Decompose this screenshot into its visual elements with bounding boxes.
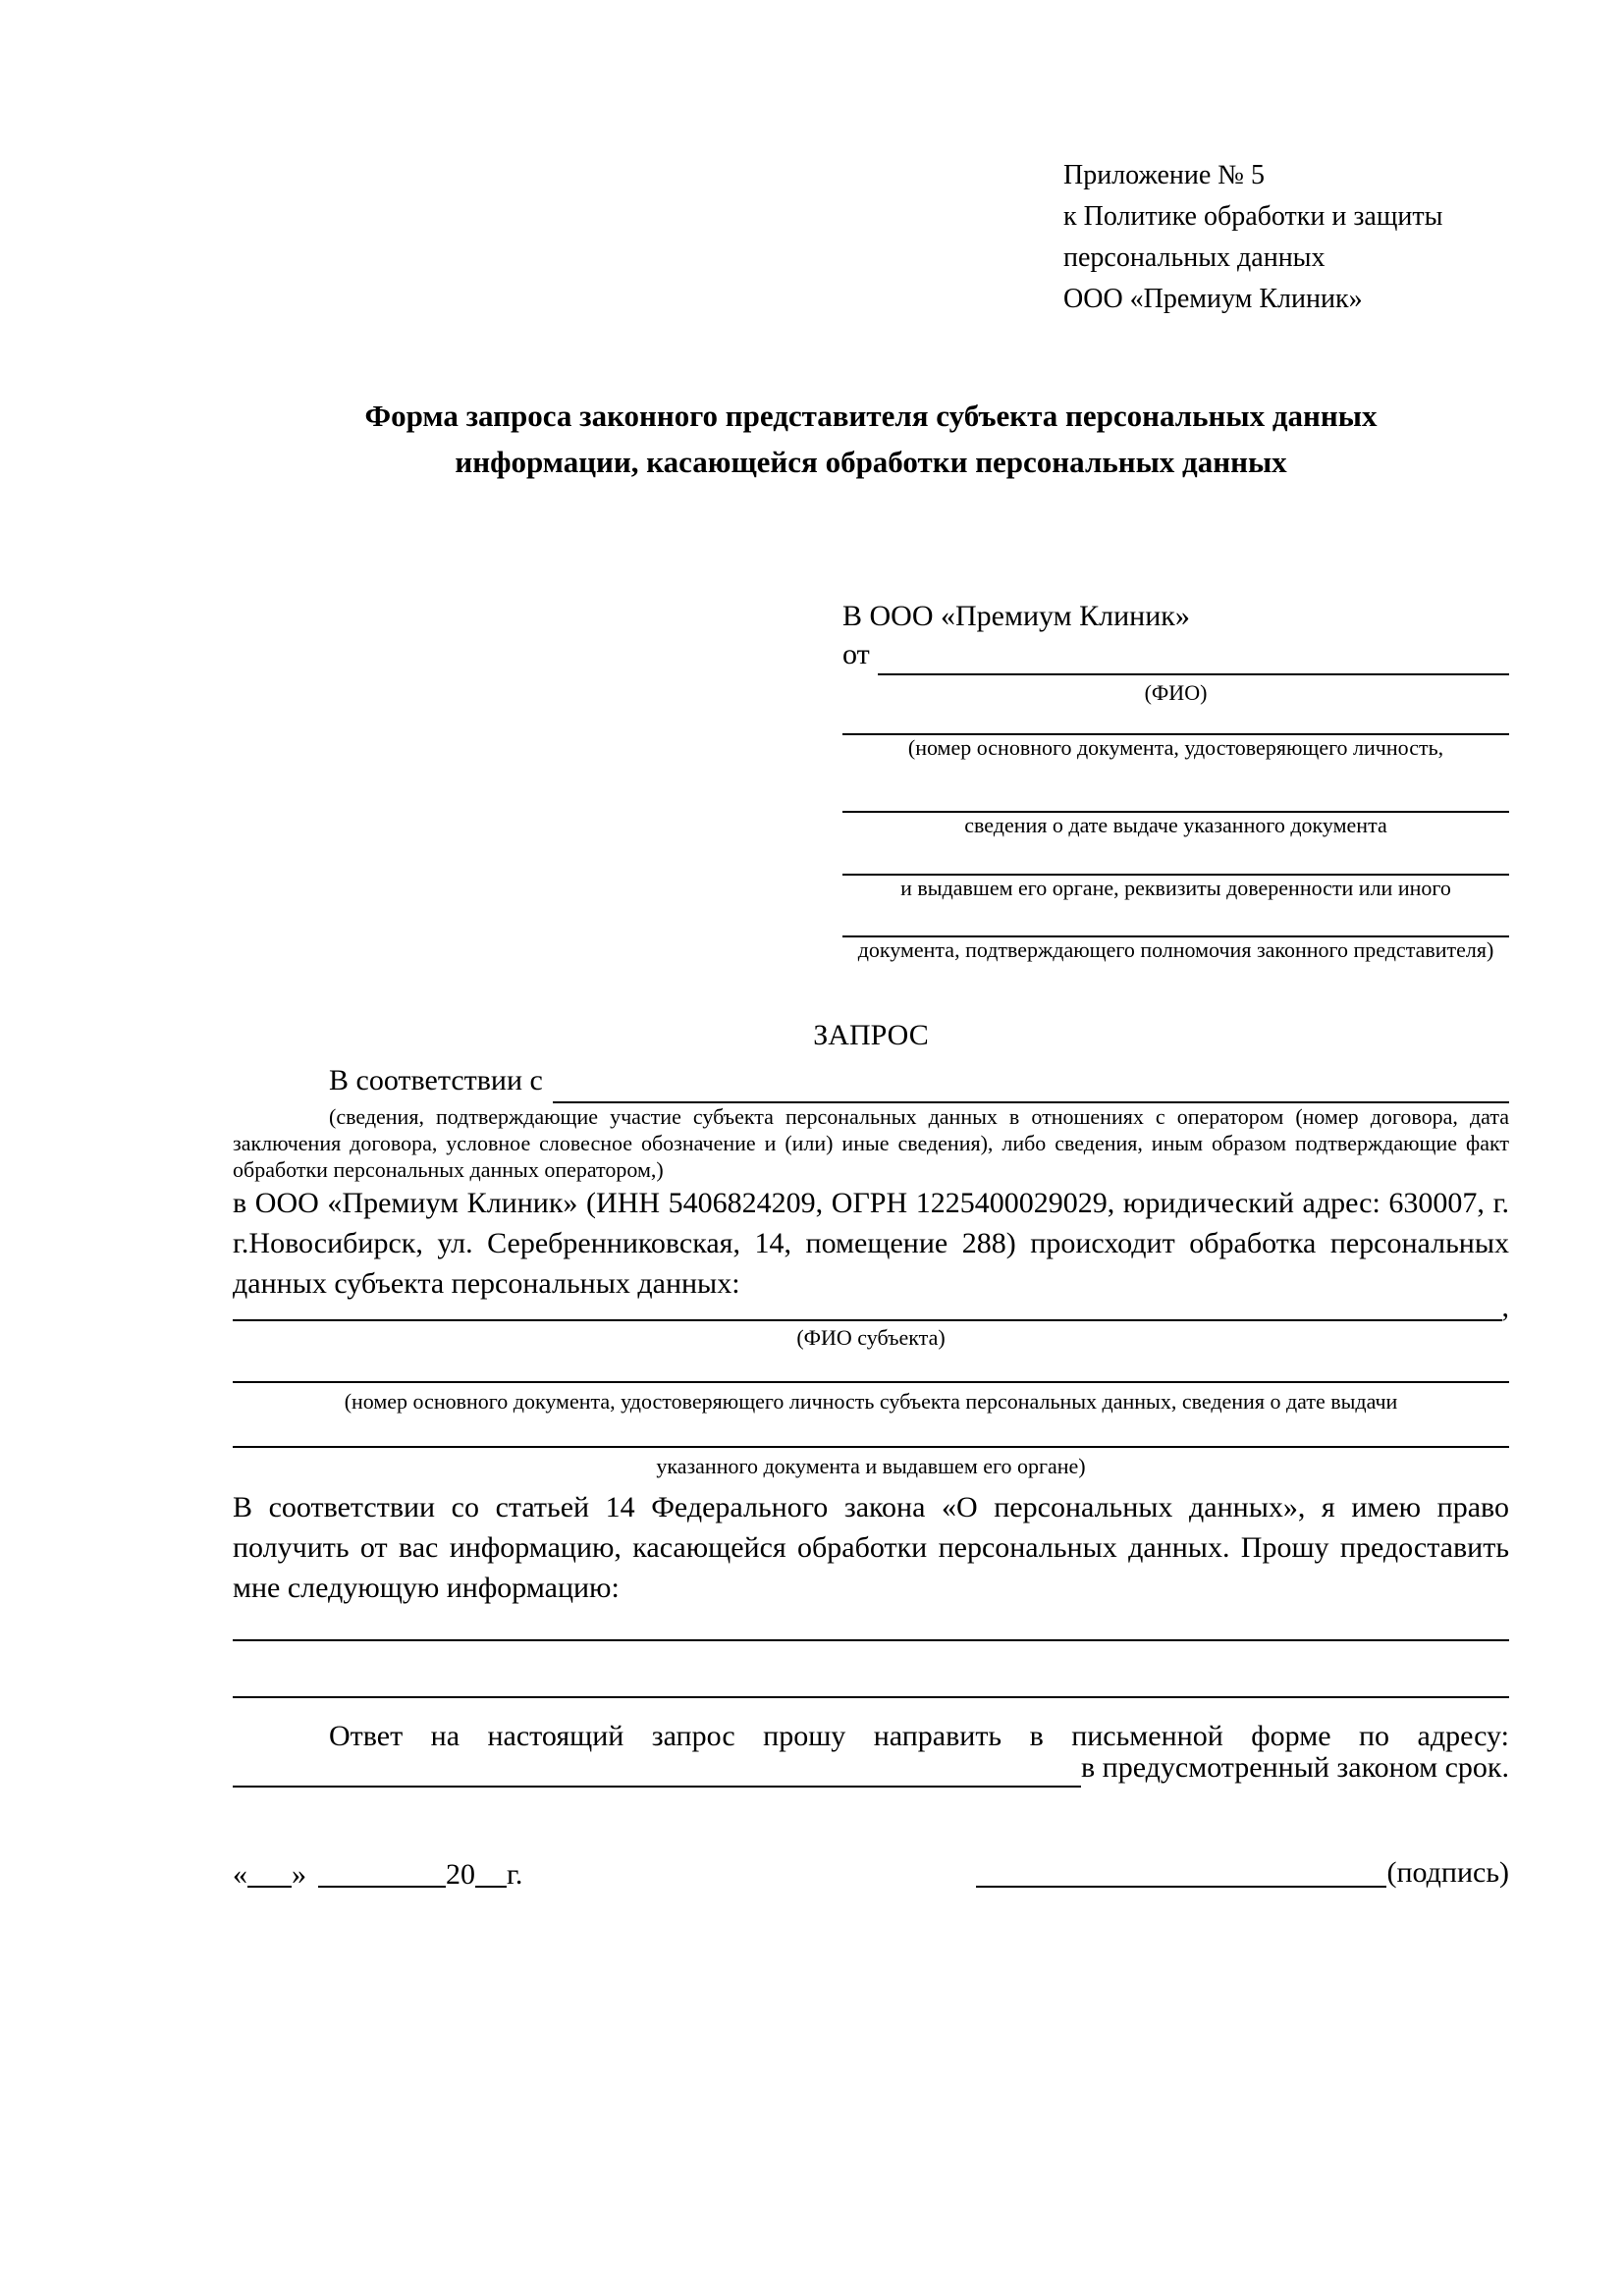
- reply-tail: в предусмотренный законом срок.: [1081, 1751, 1509, 1784]
- date-quote-open: «: [233, 1858, 247, 1891]
- document-title: [233, 393, 1509, 485]
- signature-blank-line: [976, 1856, 1386, 1888]
- appendix-header-line: ООО «Премиум Клиник»: [1063, 284, 1363, 314]
- subject-fio-caption: (ФИО субъекта): [796, 1325, 946, 1350]
- fio-caption: (ФИО): [1144, 680, 1208, 705]
- date-quote-close: »: [292, 1858, 306, 1891]
- request-heading: ЗАПРОС: [813, 1019, 929, 1051]
- issue-date-blank-line: [842, 761, 1509, 813]
- operator-paragraph: в ООО «Премиум Клиник» (ИНН 5406824209, ОГРН 1225400029029, юридический адрес: 630007, г. г.Новосибирск, ул. Серебренниковская, 14, помещение 288) происходит обработка персональных данных субъекта персональных данных:: [233, 1187, 1509, 1300]
- reply-address-blank-line: [233, 1750, 1081, 1788]
- subject-document-blank-line-2: [233, 1415, 1509, 1448]
- appendix-header-line: персональных данных: [1063, 242, 1326, 273]
- date-year-blank: [475, 1856, 507, 1888]
- appendix-header: [1063, 155, 1509, 320]
- appendix-header-line: к Политике обработки и защиты: [1063, 201, 1443, 232]
- subject-document-caption-top: (номер основного документа, удостоверяющего личность субъекта персональных данных, сведения о дате выдачи: [344, 1389, 1398, 1414]
- signature-caption: (подпись): [1386, 1856, 1509, 1889]
- accordance-caption: (сведения, подтверждающие участие субъекта персональных данных в отношениях с оператором (номер договора, дата заключения договора, условное словесное обозначение и (или) иные сведения), либо сведения, иным образом подтверждающие факт обработки персональных данных оператором,): [233, 1104, 1509, 1182]
- issue-date-caption: сведения о дате выдаче указанного документа: [964, 813, 1387, 837]
- from-label: от: [842, 638, 870, 670]
- information-blank-line-2: [233, 1641, 1509, 1698]
- subject-fio-line: [233, 1290, 1509, 1321]
- fio-blank-line: [878, 638, 1509, 675]
- document-number-blank-line: [842, 706, 1509, 735]
- addressee-organization: В ООО «Премиум Клиник»: [842, 600, 1190, 632]
- from-line: [842, 638, 1509, 675]
- date-year-prefix: 20: [446, 1858, 475, 1891]
- date-line: [233, 1856, 522, 1892]
- signature-line: [976, 1856, 1509, 1892]
- law-paragraph: В соответствии со статьей 14 Федерального закона «О персональных данных», я имею право получить от вас информацию, касающейся обработки персональных данных. Прошу предоставить мне следующую информацию:: [233, 1491, 1509, 1604]
- issuing-authority-blank-line: [842, 838, 1509, 876]
- information-blank-line-1: [233, 1608, 1509, 1641]
- authority-document-blank-line: [842, 901, 1509, 937]
- date-day-blank: [247, 1856, 292, 1888]
- accordance-label: В соответствии с: [329, 1064, 543, 1096]
- subject-document-blank-line: [233, 1355, 1509, 1383]
- reply-address-line: [233, 1750, 1509, 1788]
- reply-paragraph: Ответ на настоящий запрос прошу направить в письменной форме по адресу:: [329, 1720, 1509, 1752]
- date-month-blank: [318, 1856, 446, 1888]
- subject-fio-line-suffix: ,: [1501, 1291, 1509, 1323]
- document-title-line: Форма запроса законного представителя субъекта персональных данных: [364, 399, 1378, 433]
- authority-document-caption: документа, подтверждающего полномочия законного представителя): [857, 937, 1494, 962]
- date-signature-row: [233, 1856, 1509, 1892]
- issuing-authority-caption: и выдавшем его органе, реквизиты доверенности или иного: [900, 876, 1451, 900]
- document-number-caption: (номер основного документа, удостоверяющего личность,: [907, 735, 1444, 760]
- subject-fio-blank-line: [233, 1290, 1502, 1321]
- accordance-blank-line: [553, 1064, 1509, 1103]
- accordance-line: [233, 1064, 1509, 1103]
- subject-document-caption-bottom: указанного документа и выдавшем его органе): [656, 1454, 1086, 1478]
- appendix-header-line: Приложение № 5: [1063, 160, 1265, 190]
- date-year-suffix: г.: [507, 1858, 523, 1891]
- addressee-block: [842, 595, 1509, 963]
- document-title-line: информации, касающейся обработки персональных данных: [455, 445, 1287, 479]
